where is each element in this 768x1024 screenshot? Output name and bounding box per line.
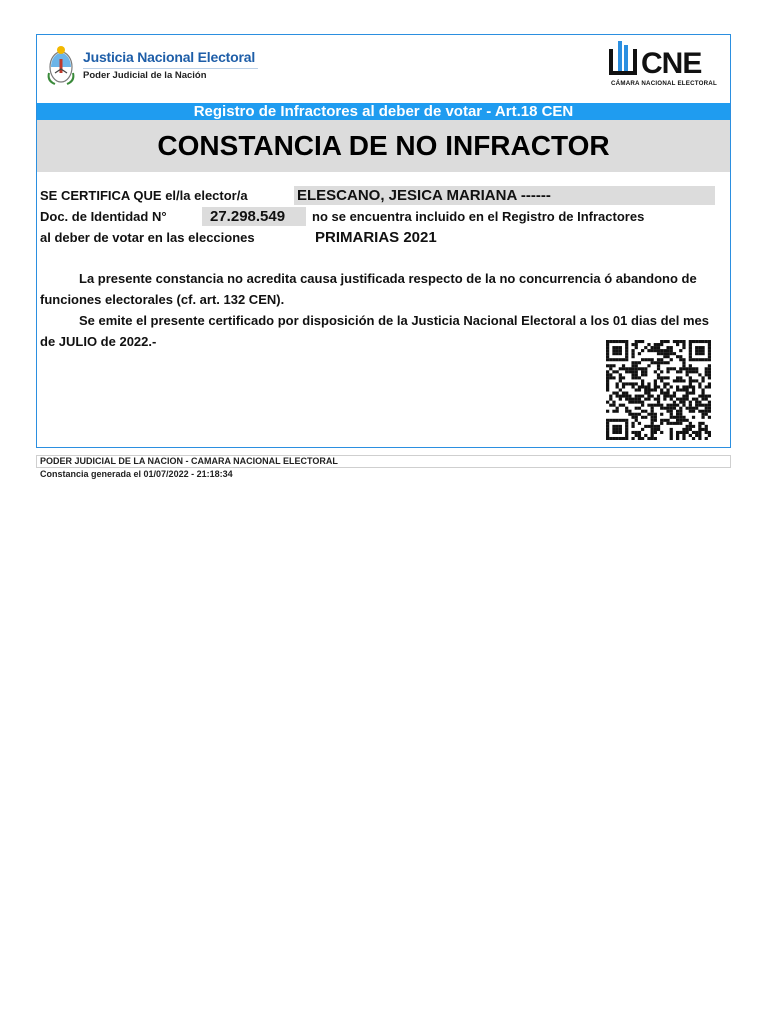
- certificate-frame: [36, 34, 731, 448]
- registry-banner: Registro de Infractores al deber de votar - Art.18 CEN: [37, 103, 730, 120]
- org-subtitle: Poder Judicial de la Nación: [83, 70, 207, 81]
- elections-label: al deber de votar en las elecciones: [40, 230, 255, 245]
- disclaimer-paragraph: La presente constancia no acredita causa justificada respecto de la no concurrencia ó abandono de funciones electorales (cf. art. 132 CEN).: [40, 271, 697, 307]
- generated-timestamp: Constancia generada el 01/07/2022 - 21:18:34: [40, 469, 233, 479]
- certifies-label: SE CERTIFICA QUE el/la elector/a: [40, 188, 248, 203]
- elector-name-field: ELESCANO, JESICA MARIANA ------: [294, 186, 715, 205]
- election-name-field: PRIMARIAS 2021: [315, 229, 437, 246]
- org-divider: [83, 68, 258, 69]
- doc-label: Doc. de Identidad N°: [40, 209, 167, 224]
- argentina-coat-of-arms-icon: [47, 43, 75, 87]
- issuer-footer: PODER JUDICIAL DE LA NACION - CAMARA NACIONAL ELECTORAL: [36, 455, 731, 468]
- certificate-header: [37, 35, 730, 103]
- certificate-title: CONSTANCIA DE NO INFRACTOR: [37, 120, 730, 172]
- not-included-text: no se encuentra incluido en el Registro de Infractores: [312, 209, 645, 224]
- doc-number-field: 27.298.549: [202, 207, 306, 226]
- qr-code-icon: [606, 340, 711, 440]
- cne-logo-text: CNE: [641, 47, 702, 80]
- org-title: Justicia Nacional Electoral: [83, 49, 256, 65]
- issuance-paragraph: Se emite el presente certificado por disposición de la Justicia Nacional Electoral a los 01 dias del mes de JULIO de 2022.-: [40, 313, 710, 349]
- cne-logo-subtitle: CÁMARA NACIONAL ELECTORAL: [611, 80, 717, 87]
